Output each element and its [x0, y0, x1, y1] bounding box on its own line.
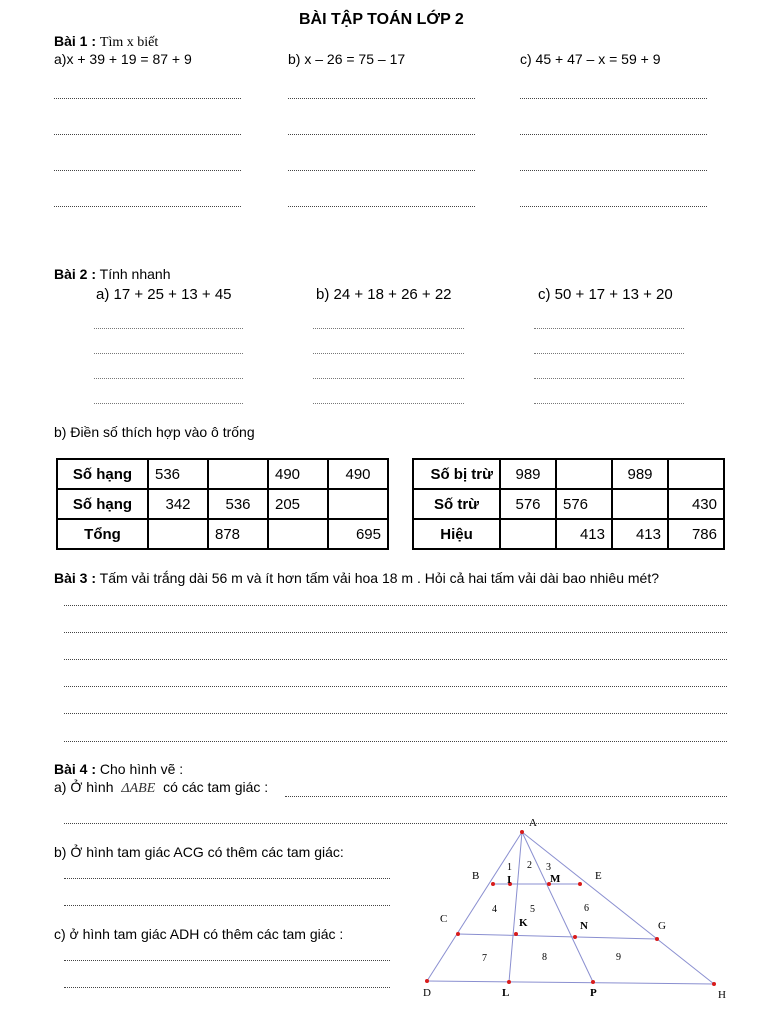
- bai2-label: Bài 2 :: [54, 266, 97, 282]
- bai4-a-prefix: a) Ở hình: [54, 779, 114, 795]
- bai4-part-b: b) Ở hình tam giác ACG có thêm các tam giác:: [54, 844, 344, 860]
- table-cell: Số bị trừ: [413, 459, 500, 489]
- figure-point-H: [712, 982, 716, 986]
- figure-label-D: D: [423, 987, 431, 999]
- table-cell[interactable]: 878: [208, 519, 268, 549]
- figure-segment-AD: [427, 832, 522, 981]
- table-cell[interactable]: 536: [208, 489, 268, 519]
- table-cell[interactable]: 695: [328, 519, 388, 549]
- bai1-label: Bài 1 :: [54, 33, 97, 49]
- figure-label-N: N: [580, 920, 588, 932]
- bai1-problem-b: b) x – 26 = 75 – 17: [288, 51, 406, 67]
- figure-labels: [423, 817, 726, 1001]
- bai2-problem-a: a) 17 + 25 + 13 + 45: [96, 286, 232, 303]
- bai2-fill-instruction: b) Điền số thích hợp vào ô trống: [54, 424, 255, 440]
- figure-label-C: C: [440, 913, 448, 925]
- table-cell[interactable]: 413: [612, 519, 668, 549]
- bai1-problem-a: a)x + 39 + 19 = 87 + 9: [54, 51, 192, 67]
- figure-label-I: I: [507, 874, 512, 886]
- bai4-part-c: c) ở hình tam giác ADH có thêm các tam giác :: [54, 926, 344, 942]
- figure-label-A: A: [529, 817, 537, 829]
- bai4-intro: Cho hình vẽ :: [99, 761, 184, 777]
- figure-region-4: 4: [492, 904, 497, 915]
- figure-point-A: [520, 830, 524, 834]
- table-cell[interactable]: 536: [148, 459, 208, 489]
- figure-region-8: 8: [542, 952, 547, 963]
- table-cell: Hiệu: [413, 519, 500, 549]
- figure-label-G: G: [658, 920, 666, 932]
- figure-region-6: 6: [584, 903, 589, 914]
- bai2-problem-c: c) 50 + 17 + 13 + 20: [538, 286, 673, 303]
- table-cell[interactable]: 576: [500, 489, 556, 519]
- figure-label-B: B: [472, 870, 480, 882]
- figure-point-C: [456, 932, 460, 936]
- table-cell[interactable]: 989: [612, 459, 668, 489]
- bai4-a-suffix: có các tam giác :: [163, 779, 269, 795]
- table-cell[interactable]: 786: [668, 519, 724, 549]
- figure-point-P: [591, 980, 595, 984]
- bai4-a-math: ΔABE: [121, 781, 156, 796]
- table-cell: Số hạng: [57, 459, 148, 489]
- figure-point-D: [425, 979, 429, 983]
- figure-region-3: 3: [546, 862, 551, 873]
- figure-point-N: [573, 935, 577, 939]
- figure-region-9: 9: [616, 952, 621, 963]
- figure-region-5: 5: [530, 904, 535, 915]
- figure-point-B: [491, 882, 495, 886]
- table-cell: Số hạng: [57, 489, 148, 519]
- table-cell: Số trừ: [413, 489, 500, 519]
- bai2-instruction: Tính nhanh: [99, 266, 171, 282]
- figure-region-1: 1: [507, 862, 512, 873]
- table-cell[interactable]: 490: [268, 459, 328, 489]
- bai3-text: Tấm vải trắng dài 56 m và ít hơn tấm vải hoa 18 m . Hỏi cả hai tấm vải dài bao nhiêu mét?: [99, 570, 660, 586]
- figure-point-K: [514, 932, 518, 936]
- bai1-problem-c: c) 45 + 47 – x = 59 + 9: [520, 51, 661, 67]
- figure-lines: [427, 832, 714, 984]
- table-cell[interactable]: 342: [148, 489, 208, 519]
- table-cell[interactable]: 413: [556, 519, 612, 549]
- figure-label-M: M: [550, 873, 561, 885]
- figure-label-L: L: [502, 987, 510, 999]
- figure-label-H: H: [718, 989, 726, 1001]
- figure-label-P: P: [590, 987, 597, 999]
- bai3-label: Bài 3 :: [54, 570, 97, 586]
- bai4-label: Bài 4 :: [54, 761, 97, 777]
- figure-point-L: [507, 980, 511, 984]
- figure-segment-DH: [427, 981, 714, 984]
- figure-region-2: 2: [527, 860, 532, 871]
- bai1-instruction: Tìm x biết: [99, 35, 159, 50]
- figure-point-E: [578, 882, 582, 886]
- figure-region-7: 7: [482, 953, 487, 964]
- table-cell[interactable]: 490: [328, 459, 388, 489]
- figure-point-G: [655, 937, 659, 941]
- table-cell[interactable]: 430: [668, 489, 724, 519]
- table-cell: Tổng: [57, 519, 148, 549]
- figure-segment-AL: [509, 832, 522, 982]
- figure-label-E: E: [595, 870, 602, 882]
- figure-segment-CG: [458, 934, 657, 939]
- bai2-problem-b: b) 24 + 18 + 26 + 22: [316, 286, 452, 303]
- figure-label-K: K: [519, 917, 528, 929]
- figure-points: [425, 830, 716, 986]
- table-cell[interactable]: 989: [500, 459, 556, 489]
- table-cell[interactable]: 205: [268, 489, 328, 519]
- page-title: BÀI TẬP TOÁN LỚP 2: [299, 11, 464, 28]
- table-cell[interactable]: 576: [556, 489, 612, 519]
